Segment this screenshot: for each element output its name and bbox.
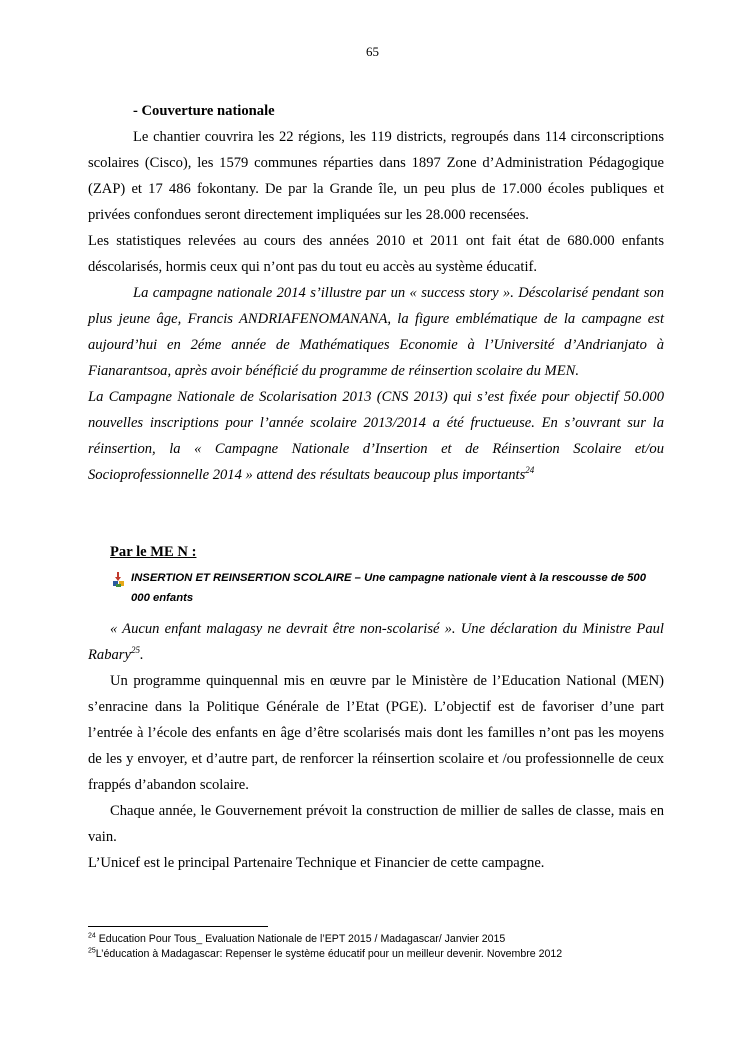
footnote-ref-24: 24 <box>525 465 535 476</box>
paragraph-couverture-2: Les statistiques relevées au cours des années 2010 et 2011 ont fait état de 680.000 enfants déscolarisés, hormis ceux qui n’ont pas du tout eu accès au système éducatif. <box>88 233 664 275</box>
paragraph-cns-2013 <box>88 384 664 488</box>
footnote-separator <box>88 926 268 927</box>
section-heading-men: Par le ME N : <box>110 544 197 560</box>
page-body <box>88 98 664 876</box>
quote-text: « Aucun enfant malagasy ne devrait être non-scolarisé ». Une déclaration du Ministre Paul Rabary <box>88 621 664 663</box>
spacer <box>88 488 664 539</box>
quote-end: . <box>139 647 144 663</box>
bullet-title: INSERTION ET REINSERTION SCOLAIRE – Une campagne nationale vient à la rescousse de 500 000 enfants <box>131 572 647 604</box>
footnote-25 <box>88 947 664 962</box>
footnote-text: L’éducation à Madagascar: Repenser le système éducatif pour un meilleur devenir. Novembre 2012 <box>95 948 563 960</box>
paragraph-success-story: La campagne nationale 2014 s’illustre par un « success story ». Déscolarisé pendant son plus jeune âge, Francis ANDRIAFENOMANANA, la figure emblématique de la campagne est aujourd’hui en 2éme année de Mathématiques Economie à l’Université d’Andrianjato à Fianarantsoa, après avoir bénéficié du programme de réinsertion scolaire du MEN. <box>88 285 664 379</box>
footnote-number: 25 <box>88 947 96 955</box>
paragraph-couverture-1: Le chantier couvrira les 22 régions, les 119 districts, regroupés dans 114 circonscriptions scolaires (Cisco), les 1579 communes réparties dans 1897 Zone d’Administration Pédagogique (ZAP) et 17 486 fokontany. De par la Grande île, un peu plus de 17.000 écoles publiques et privées confondues seront directement impliquées sur les 28.000 recensées. <box>88 129 664 223</box>
paragraph-gouvernement: Chaque année, le Gouvernement prévoit la construction de millier de salles de classe, mais en vain. <box>88 803 664 845</box>
colored-arrow-bullet-icon <box>111 571 131 587</box>
footnote-ref-25: 25 <box>130 645 140 656</box>
paragraph-unicef: L’Unicef est le principal Partenaire Technique et Financier de cette campagne. <box>88 855 545 871</box>
footnotes <box>88 926 664 962</box>
footnote-24 <box>88 932 664 947</box>
paragraph-programme: Un programme quinquennal mis en œuvre par le Ministère de l’Education National (MEN) s’enracine dans la Politique Générale de l’Etat (PGE). L’objectif est de favoriser d’une part l’entrée à l’école des enfants en âge d’être scolarisés mais dont les familles n’ont pas les moyens de les y envoyer, et d’autre part, de renforcer la réinsertion scolaire et /ou professionnelle de ceux frappés d’abandon scolaire. <box>88 673 664 793</box>
footnote-number: 24 <box>88 932 96 940</box>
footnote-text: Education Pour Tous_ Evaluation Nationale de l’EPT 2015 / Madagascar/ Janvier 2015 <box>95 933 506 945</box>
bullet-item <box>88 568 664 608</box>
page-number: 65 <box>366 44 379 59</box>
paragraph-quote <box>88 616 664 668</box>
paragraph-cns-text: La Campagne Nationale de Scolarisation 2013 (CNS 2013) qui s’est fixée pour objectif 50.000 nouvelles inscriptions pour l’année scolaire 2013/2014 a été fructueuse. En s’ouvrant sur la réinsertion, la « Campagne Nationale d’Insertion et de Réinsertion Scolaire et/ou Socioprofessionnelle 2014 » attend des résultats beaucoup plus importants <box>88 389 664 483</box>
section-title-couverture: - Couverture nationale <box>133 103 275 119</box>
